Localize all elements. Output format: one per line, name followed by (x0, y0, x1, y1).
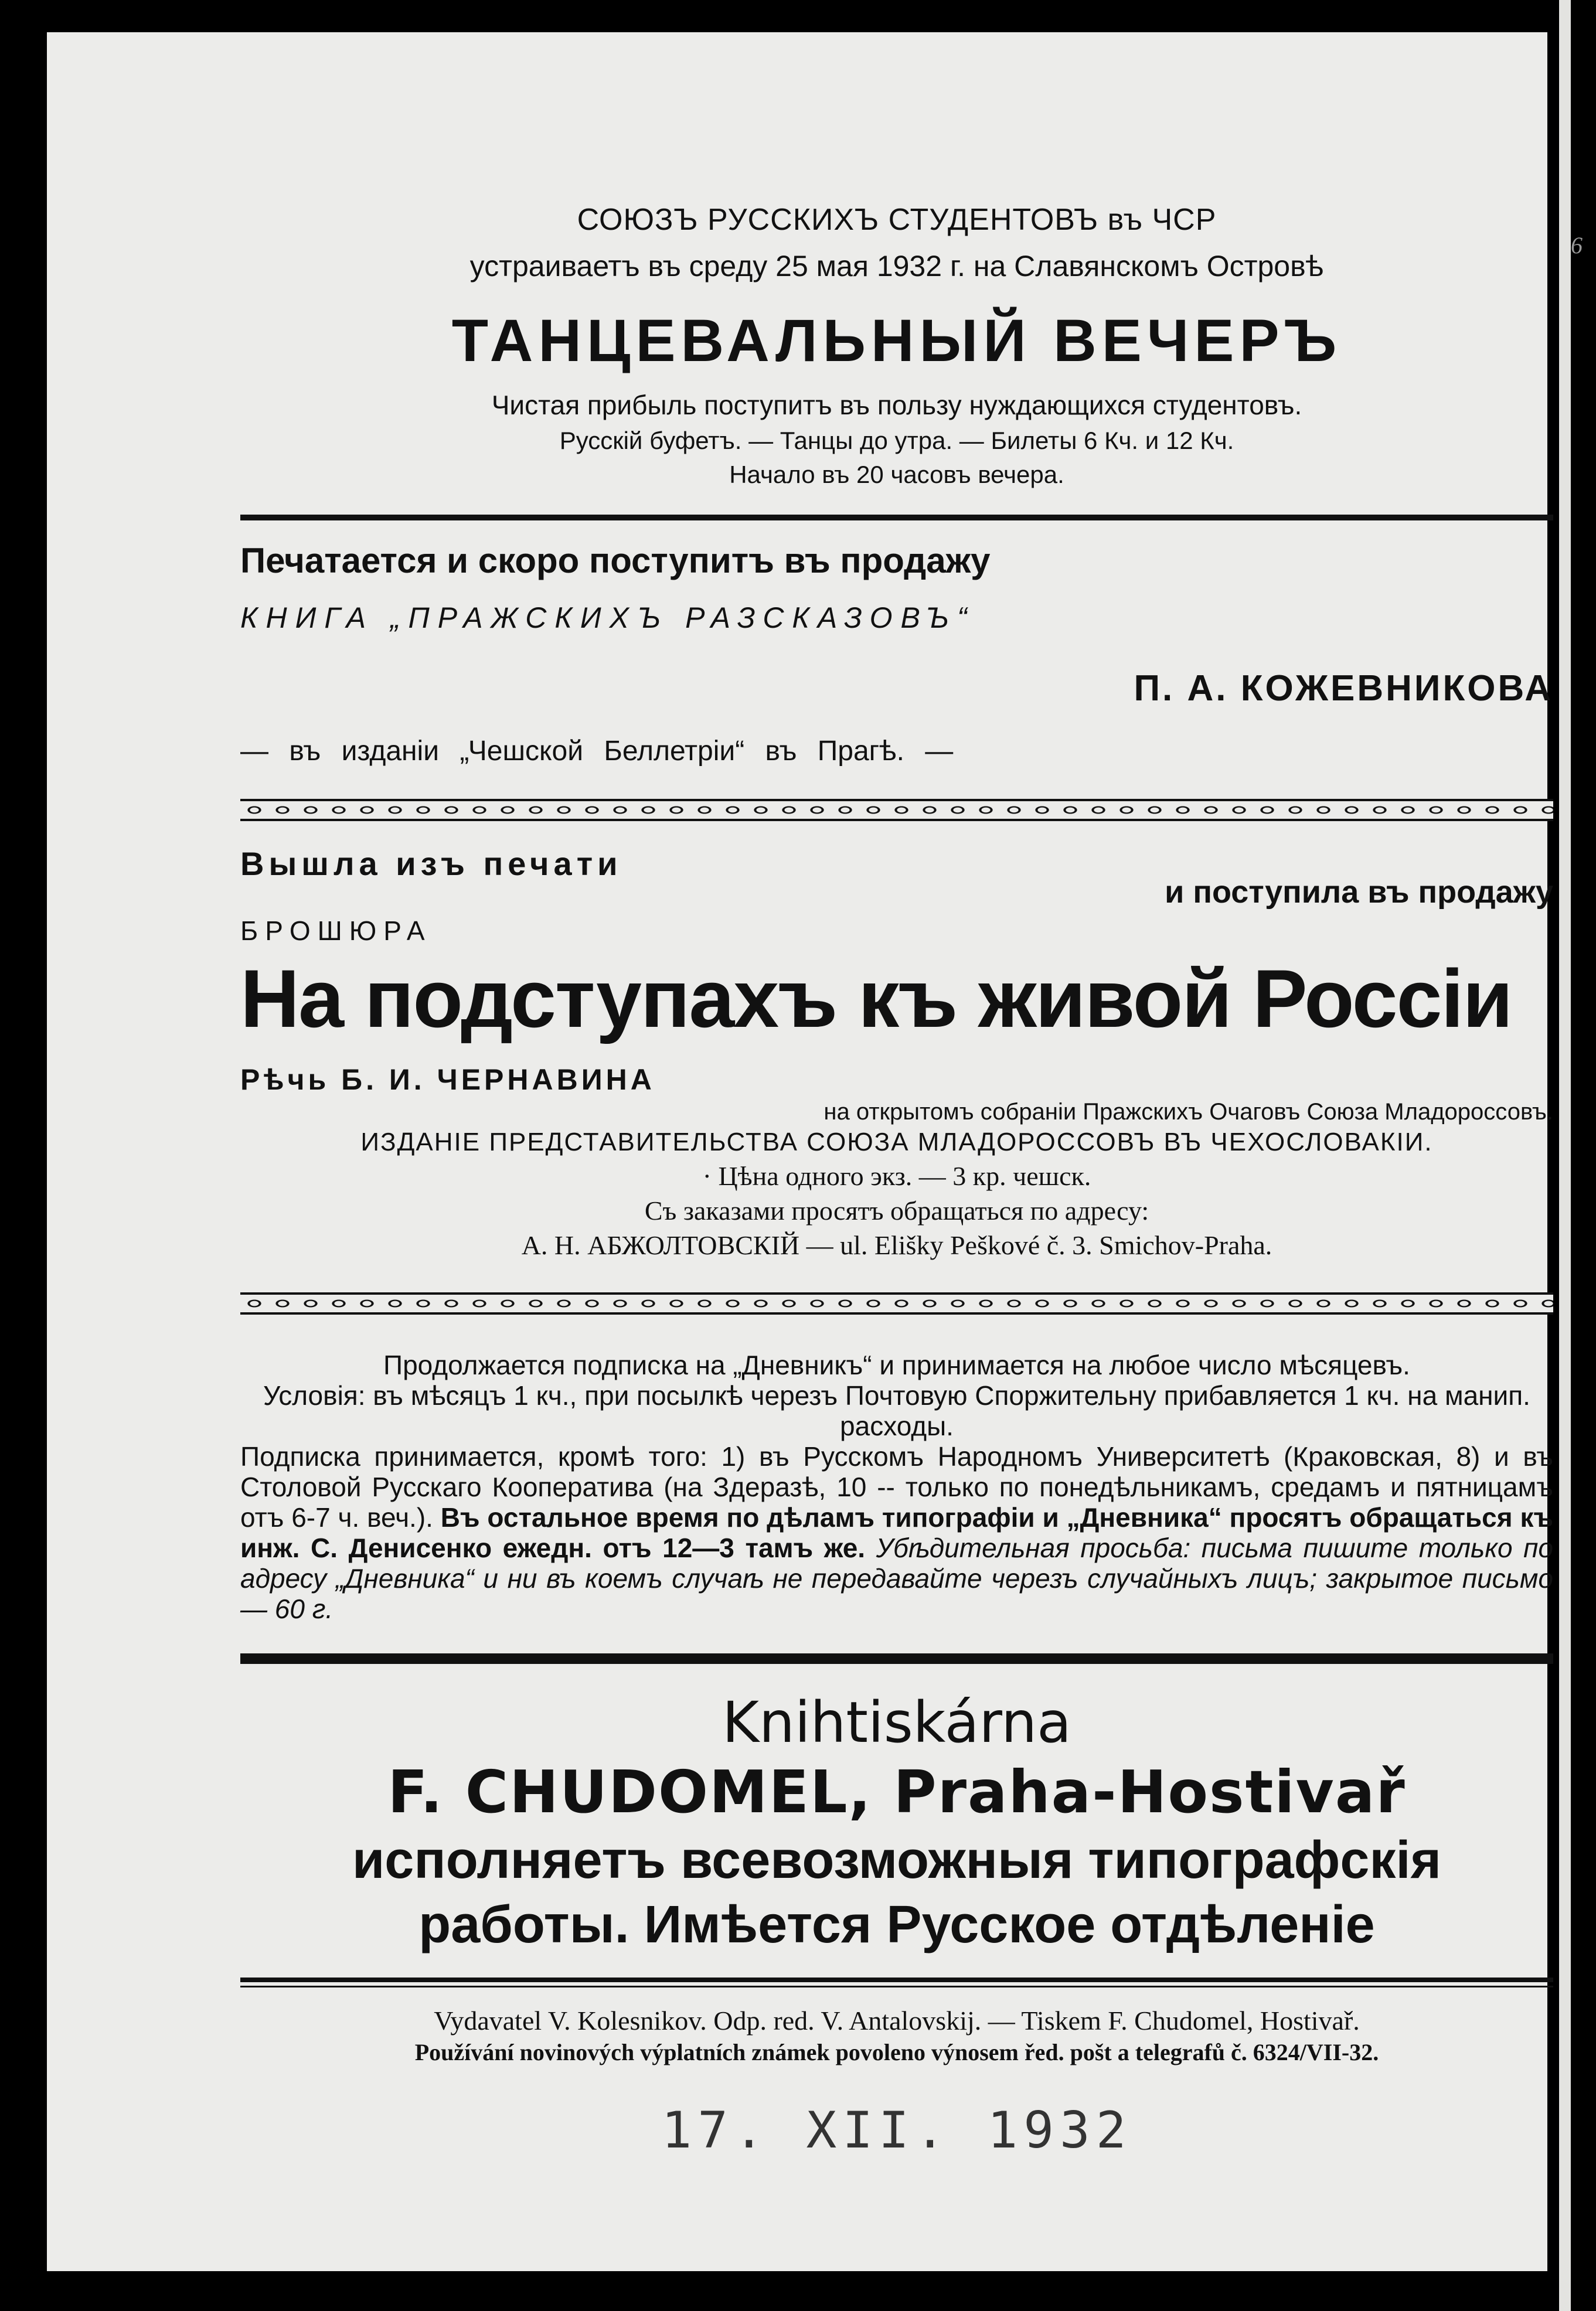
event-details: Русскій буфетъ. — Танцы до утра. — Билеты 6 Кч. и 12 Кч. (559, 427, 1234, 454)
footer-permit: Používání novinových výplatních známek povoleno výnosem řed. pošt a telegrafů č. 6324/VII-32. (414, 2039, 1379, 2065)
printer-label: Knihtiskárna (722, 1690, 1071, 1755)
subscription-p3 (240, 1441, 1553, 1624)
footer-publisher: Vydavatel V. Kolesnikov. Odp. red. V. Antalovskij. — Tiskem F. Chudomel, Hostivař. (434, 2006, 1360, 2036)
brochure-ad (240, 845, 1553, 1261)
dance-event-ad (240, 202, 1553, 489)
newspaper-page (47, 32, 1583, 2271)
brochure-meeting: на открытомъ собраніи Пражскихъ Очаговъ Союза Младороссовъ. (823, 1099, 1553, 1125)
ornament-divider (240, 1292, 1553, 1315)
margin-note: 6 (1571, 232, 1583, 258)
date-stamp: 17. XII. 1932 (661, 2101, 1132, 2160)
subscription-p3-text: Подписка принимается, кромѣ того: 1) въ Русскомъ Народномъ Университетѣ (Краковская, 8) и въ Столовой Русскаго Кооператива (на Здеразѣ, 10 -- только по понедѣльникамъ, средамъ и пятницамъ отъ 6-7 ч. веч.). (240, 1441, 1553, 1533)
brochure-publisher: ИЗДАНІЕ ПРЕДСТАВИТЕЛЬСТВА СОЮЗА МЛАДОРОССОВЪ ВЪ ЧЕХОСЛОВАКІИ. (360, 1128, 1433, 1156)
printer-line1: исполняетъ всевозможныя типографскія (352, 1831, 1442, 1890)
printer-ad (240, 1690, 1553, 1955)
printer-line2: работы. Имѣется Русское отдѣленіе (418, 1895, 1375, 1954)
subscription-p3-italic: Убѣдительная просьба: письма пишите только по адресу „Дневника“ и ни въ коемъ случаѣ не передавайте черезъ случайныхъ лицъ; закрытое письмо — 60 г. (240, 1533, 1554, 1624)
divider-rule (240, 1653, 1553, 1664)
brochure-label: БРОШЮРА (240, 915, 432, 946)
subscription-p2: Условія: въ мѣсяцъ 1 кч., при посылкѣ черезъ Почтовую Споржительну прибавляется 1 кч. на манип. расходы. (263, 1380, 1530, 1441)
divider-rule (240, 515, 1553, 520)
book-printing: Печатается и скоро поступитъ въ продажу (240, 541, 991, 580)
subscription-notice (240, 1350, 1553, 1624)
subscription-p3-bold: Въ остальное время по дѣламъ типографіи и „Дневника“ просятъ обращаться къ инж. С. Денисенко ежедн. отъ 12—3 тамъ же. (240, 1502, 1553, 1563)
event-org: СОЮЗЪ РУССКИХЪ СТУДЕНТОВЪ въ ЧСР (577, 203, 1217, 237)
event-arranges: устраиваетъ въ среду 25 мая 1932 г. на Славянскомъ Островѣ (469, 250, 1324, 283)
page-footer (240, 2005, 1553, 2160)
printer-name: F. CHUDOMEL, Praha-Hostivař (387, 1758, 1406, 1826)
brochure-on-sale: и поступила въ продажу (1165, 874, 1553, 910)
brochure-orders: Съ заказами просятъ обращаться по адресу: (644, 1196, 1149, 1226)
subscription-p1: Продолжается подписка на „Дневникъ“ и принимается на любое число мѣсяцевъ. (383, 1350, 1410, 1380)
ornament-divider (240, 799, 1553, 821)
brochure-header (240, 845, 1553, 946)
page-content (240, 32, 1553, 2160)
brochure-came-out: Вышла изъ печати (240, 845, 622, 882)
page-edge (1559, 0, 1571, 2311)
book-edition: — въ изданіи „Чешской Беллетріи“ въ Прагѣ. — (240, 736, 954, 767)
brochure-price: · Цѣна одного экз. — 3 кр. чешск. (702, 1161, 1091, 1191)
brochure-address: А. Н. АБЖОЛТОВСКІЙ — ul. Elišky Peškové č. 3. Smichov-Praha. (521, 1230, 1272, 1260)
brochure-title: На подступахъ къ живой Россіи (240, 952, 1512, 1044)
book-ad (240, 540, 1553, 767)
brochure-speech: Рѣчь Б. И. ЧЕРНАВИНА (240, 1063, 655, 1096)
event-title: ТАНЦЕВАЛЬНЫЙ ВЕЧЕРЪ (451, 307, 1342, 374)
book-title: КНИГА „ПРАЖСКИХЪ РАЗСКАЗОВЪ“ (240, 601, 975, 634)
event-profit: Чистая прибыль поступитъ въ пользу нуждающихся студентовъ. (491, 390, 1302, 420)
event-start: Начало въ 20 часовъ вечера. (729, 461, 1064, 488)
divider-rule (240, 1978, 1553, 1987)
book-author: П. А. КОЖЕВНИКОВА (1134, 668, 1553, 709)
